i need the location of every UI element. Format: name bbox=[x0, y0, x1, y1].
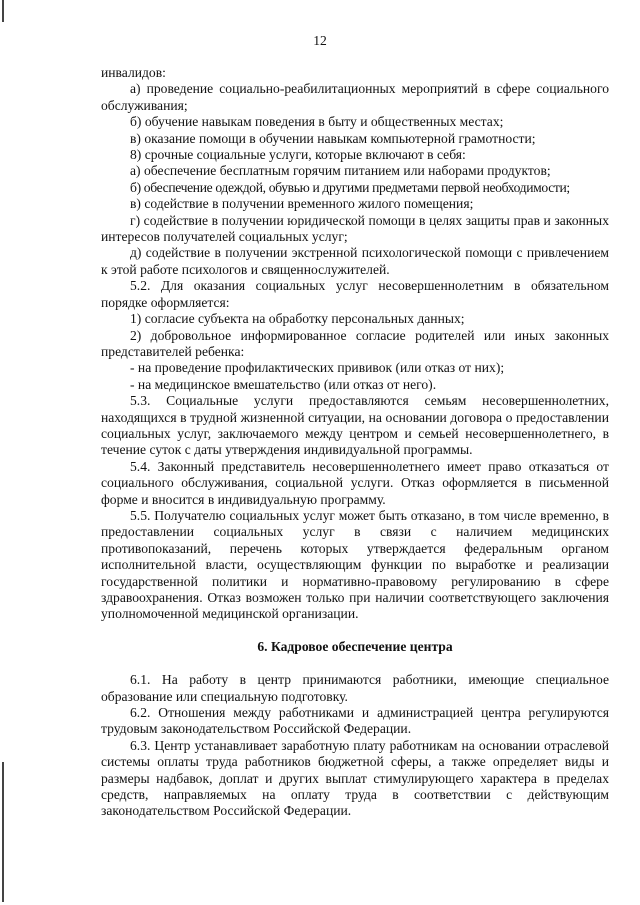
document-body bbox=[101, 65, 609, 820]
paragraph: а) обеспечение бесплатным горячим питанием или наборами продуктов; bbox=[130, 163, 551, 179]
paragraph: в) оказание помощи в обучении навыкам компьютерной грамотности; bbox=[130, 130, 536, 146]
section-heading: 6. Кадровое обеспечение центра bbox=[257, 638, 453, 654]
paragraph: 6.2. Отношения между работниками и администрацией центра регулируются трудовым законодательством Российской Федерации. bbox=[101, 705, 609, 737]
paragraph: в) содействие в получении временного жилого помещения; bbox=[130, 196, 474, 212]
paragraph: 6.1. На работу в центр принимаются работники, имеющие специальное образование или специальную подготовку. bbox=[101, 672, 609, 704]
paragraph: 5.3. Социальные услуги предоставляются семьям несовершеннолетних, находящихся в трудной жизненной ситуации, на основании договора о предоставлении социальных услуг, заключаемого между центром и семьей несовершеннолетнего, в течение суток с даты утверждения индивидуальной программы. bbox=[101, 393, 609, 458]
paragraph: инвалидов: bbox=[101, 65, 166, 80]
paragraph: г) содействие в получении юридической помощи в целях защиты прав и законных интересов получателей социальных услуг; bbox=[101, 212, 609, 245]
paragraph: - на проведение профилактических прививок (или отказ от них); bbox=[130, 360, 505, 376]
page-number: 12 bbox=[313, 33, 327, 48]
scan-edge-mark bbox=[2, 762, 4, 902]
scan-edge-mark bbox=[2, 0, 4, 22]
paragraph: а) проведение социально-реабилитационных мероприятий в сфере социального обслуживания; bbox=[101, 81, 609, 113]
paragraph: 8) срочные социальные услуги, которые включают в себя: bbox=[130, 147, 466, 163]
paragraph: 6.3. Центр устанавливает заработную плату работникам на основании отраслевой системы оплаты труда работников бюджетной сферы, а также определяет виды и размеры надбавок, доплат и других выплат стимулирующего характера в пределах средств, направляемых на оплату труда в соответствии с действующим законодательством Российской Федерации. bbox=[101, 737, 609, 819]
paragraph: 1) согласие субъекта на обработку персональных данных; bbox=[130, 311, 465, 327]
paragraph: 5.2. Для оказания социальных услуг несовершеннолетним в обязательном порядке оформляется: bbox=[101, 278, 609, 310]
paragraph: 2) добровольное информированное согласие родителей или иных законных представителей ребенка: bbox=[101, 327, 609, 359]
paragraph: б) обучение навыкам поведения в быту и общественных местах; bbox=[130, 114, 504, 130]
paragraph: 5.5. Получателю социальных услуг может быть отказано, в том числе временно, в предоставлении социальных услуг в связи с наличием медицинских противопоказаний, перечень которых утверждается федеральным органом исполнительной власти, осуществляющим функции по выработке и реализации государственной политики и нормативно-правовому регулированию в сфере здравоохранения. Отказ возможен только при наличии соответствующего заключения уполномоченной медицинской организации. bbox=[101, 507, 609, 622]
paragraph: б) обеспечение одеждой, обувью и другими предметами первой необходимости; bbox=[130, 179, 570, 195]
paragraph: - на медицинское вмешательство (или отказ от него). bbox=[130, 376, 437, 392]
paragraph: 5.4. Законный представитель несовершеннолетнего имеет право отказаться от социального обслуживания, социальной услуги. Отказ оформляется в письменной форме и вносится в индивидуальную программу. bbox=[101, 458, 609, 507]
paragraph: д) содействие в получении экстренной психологической помощи с привлечением к этой работе психологов и священнослужителей. bbox=[101, 245, 609, 277]
